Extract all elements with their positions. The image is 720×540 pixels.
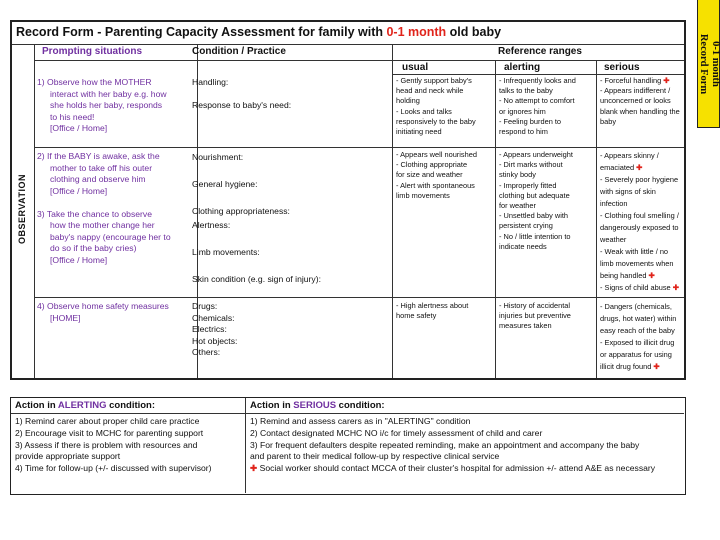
observation-label: OBSERVATION <box>17 174 27 245</box>
red-cross-icon: ✚ <box>672 283 679 292</box>
side-tab <box>697 0 720 128</box>
alerting-action-list: 1) Remind carer about proper child care practice 2) Encourage visit to MCHC for parenting support 3) Assess if there is problem with resources and provide appropriate support 4) Time for follow-up (+/- discussed with supervisor) <box>15 416 212 474</box>
title-row <box>12 22 684 45</box>
title-text: Record Form - Parenting Capacity Assessment for family with <box>16 25 387 39</box>
divider <box>11 413 684 414</box>
title-suffix: old baby <box>446 25 502 39</box>
action-table <box>10 397 686 495</box>
header-alerting: alerting <box>504 62 541 73</box>
divider <box>392 44 393 378</box>
header-usual: usual <box>402 62 429 73</box>
serious-action-title: Action in SERIOUS condition: <box>250 400 385 411</box>
red-cross-icon: ✚ <box>250 463 258 474</box>
row3-prompt: 4) Observe home safety measures [HOME] <box>37 301 169 323</box>
row3-alerting: - History of accidental injuries but preventive measures taken <box>499 301 571 331</box>
serious-action-list: 1) Remind and assess carers as in "ALERTING" condition 2) Contact designated MCHC NO i/c for timely assessment of child and carer 3) For frequent defaulters despite repeated reminding, make an appointment and accompany the baby and parent to their medical follow-up by respective clinical service ✚ Social worker should contact MCCA of their cluster's hospital for admission +/- attend A&E as necessary <box>250 416 656 474</box>
side-tab-text: 0-1 month Record Form <box>697 33 720 94</box>
row1-serious: - Forceful handling ✚ - Appears indifferent / unconcerned or looks blank when handling the baby <box>600 76 680 126</box>
row1-condition: Handling: Response to baby's need: <box>192 77 292 110</box>
red-cross-icon: ✚ <box>653 362 660 371</box>
divider <box>34 297 684 298</box>
row3-serious: - Dangers (chemicals, drugs, hot water) within easy reach of the baby - Exposed to illicit drug or apparatus for using illicit drug found ✚ <box>600 302 677 371</box>
divider <box>596 60 597 378</box>
alerting-action-title: Action in ALERTING condition: <box>15 400 156 411</box>
row2-usual: - Appears well nourished - Clothing appropriate for size and weather - Alert with spontaneous limb movements <box>396 150 477 200</box>
header-reference: Reference ranges <box>498 46 582 57</box>
divider <box>495 60 496 378</box>
red-cross-icon: ✚ <box>636 163 643 172</box>
row2-condition: Nourishment: General hygiene: Clothing appropriateness: Alertness: Limb movements: Skin condition (e.g. sign of injury): <box>192 152 321 285</box>
header-condition: Condition / Practice <box>192 46 286 57</box>
row2-alerting: - Appears underweight - Dirt marks without stinky body - Improperly fitted clothing but adequate for weather - Unsettled baby with persistent crying - No / little intention to indicate needs <box>499 150 573 251</box>
header-serious: serious <box>604 62 640 73</box>
row3-usual: - High alertness about home safety <box>396 301 469 321</box>
row1-alerting: - Infrequently looks and talks to the baby - No attempt to comfort or ignores him - Feeling burden to respond to him <box>499 76 576 137</box>
row2-serious: - Appears skinny / emaciated ✚ - Severely poor hygiene with signs of skin infection - Clothing foul smelling / dangerously exposed to weather - Weak with little / no limb movements when being handled ✚ - Signs of child abuse ✚ <box>600 151 679 292</box>
row3-condition: Drugs: Chemicals: Electrics: Hot objects: Others: <box>192 301 238 357</box>
divider <box>34 60 684 61</box>
row1-prompt: 1) Observe how the MOTHER interact with her baby e.g. how she holds her baby, responds to his need! [Office / Home] <box>37 77 167 133</box>
red-cross-icon: ✚ <box>648 271 655 280</box>
row2-prompt: 2) If the BABY is awake, ask the mother to take off his outer clothing and observe him [Office / Home] 3) Take the chance to observe how the mother change her baby's nappy (encourage her to do so if the baby cries) [Office / Home] <box>37 151 171 265</box>
red-cross-icon: ✚ <box>663 76 670 85</box>
row1-usual: - Gently support baby's head and neck while holding - Looks and talks responsively to the baby initiating need <box>396 76 476 137</box>
page-title <box>16 25 501 39</box>
observation-sidebar <box>12 44 35 378</box>
header-prompting: Prompting situations <box>42 46 142 57</box>
divider <box>34 147 684 148</box>
record-form-table <box>10 20 686 380</box>
divider <box>392 74 684 75</box>
title-accent: 0-1 month <box>386 25 447 39</box>
